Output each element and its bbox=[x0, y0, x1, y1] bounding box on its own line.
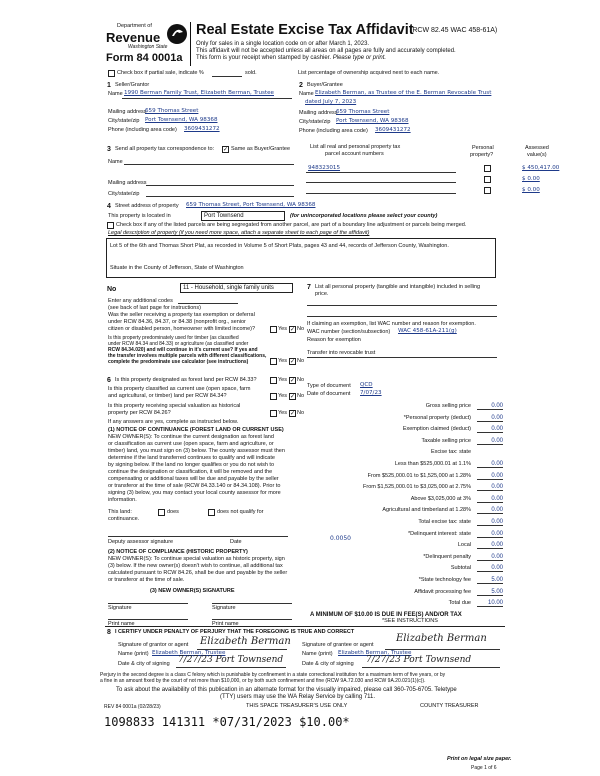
tax-row bbox=[310, 425, 503, 436]
tax-row-value[interactable]: 10.00 bbox=[477, 600, 503, 607]
no-label: No bbox=[297, 377, 305, 383]
wac-label: WAC number (section/subsection) bbox=[307, 329, 391, 335]
same-as-buyer-checkbox[interactable]: ✓ bbox=[223, 147, 229, 153]
tax-row bbox=[310, 437, 503, 448]
tax-row-value[interactable]: 0.00 bbox=[477, 426, 503, 433]
yes-label: Yes bbox=[278, 358, 287, 364]
segregated-label: Check box if any of the listed parcels are being segregated from another parcel, are part of a boundary line adjustment or parcels being merged. bbox=[116, 222, 467, 228]
tax-row-value[interactable]: 0.00 bbox=[477, 542, 503, 549]
tax-row-value[interactable]: 0.00 bbox=[477, 507, 503, 514]
timber-q-line-2: under RCW 84.34 and 84.33) or agriculture (as classified under bbox=[108, 341, 249, 347]
land-does-not-checkbox[interactable] bbox=[208, 509, 215, 516]
grantee-name-label: Name (print) bbox=[302, 651, 333, 657]
tax-row-label: Taxable selling price bbox=[421, 437, 471, 444]
parcel-heading-2: parcel account numbers bbox=[325, 151, 384, 157]
assessed-value[interactable]: $ 450,417.00 bbox=[522, 165, 560, 171]
tax-row-value[interactable]: 0.00 bbox=[477, 473, 503, 480]
grantee-date-city[interactable]: 7/27/23 Port Townsend bbox=[366, 655, 472, 665]
historic-q-line-2: property per RCW 84.26? bbox=[108, 410, 171, 416]
county-treasurer-label: COUNTY TREASURER bbox=[420, 703, 479, 709]
new-owner-signature-heading: (3) NEW OWNER(S) SIGNATURE bbox=[150, 588, 235, 594]
certification-statement: I CERTIFY UNDER PENALTY OF PERJURY THAT THE FOREGOING IS TRUE AND CORRECT bbox=[115, 629, 355, 635]
does-not-label: does not qualify for bbox=[217, 509, 264, 515]
personal-heading-2: property? bbox=[470, 152, 494, 158]
personal-property-label: List all personal property (tangible and intangible) included in selling bbox=[315, 284, 481, 290]
tax-row-label: Local bbox=[457, 542, 471, 549]
section-3-city-label: City/state/zip bbox=[108, 191, 140, 197]
buyer-mail-value[interactable]: 659 Thomas Street bbox=[336, 109, 390, 115]
header-divider bbox=[190, 22, 191, 66]
current-use-q-line-2: and agricultural, or timber) land per RCW 84.34? bbox=[108, 393, 227, 399]
tax-row bbox=[310, 541, 503, 552]
tax-row-value[interactable]: 0.00 bbox=[477, 554, 503, 561]
q2-yes-checkbox[interactable] bbox=[270, 358, 277, 365]
tax-row-label: *Personal property (deduct) bbox=[403, 414, 471, 421]
owner-signature-line-2[interactable] bbox=[212, 603, 292, 604]
seller-phone-label: Phone (including area code) bbox=[108, 127, 177, 133]
street-address-label: Street address of property bbox=[115, 203, 179, 209]
buyer-section-number: 2 bbox=[299, 82, 303, 89]
correspondence-label: Send all property tax correspondence to: bbox=[115, 146, 215, 152]
reason-value[interactable]: Transfer into revocable trust bbox=[307, 350, 376, 356]
property-use-select[interactable]: 11 - Household, single family units bbox=[180, 283, 293, 293]
section-3-number: 3 bbox=[107, 146, 111, 153]
seller-mail-label: Mailing address bbox=[108, 109, 147, 115]
list-percentage-note: List percentage of ownership acquired next to each name. bbox=[298, 70, 440, 76]
tax-row-value[interactable]: 0.00 bbox=[477, 403, 503, 410]
timber-q-line-4: the transfer involves multiple parcels with different classifications, bbox=[108, 353, 267, 359]
tax-row bbox=[310, 448, 503, 459]
grantee-date-label: Date & city of signing bbox=[302, 661, 354, 667]
same-as-buyer-label: Same as Buyer/Grantee bbox=[231, 146, 291, 152]
notice-continuance-heading: (1) NOTICE OF CONTINUANCE (FOREST LAND OR CURRENT USE) bbox=[108, 427, 284, 433]
revision-number: REV 84 0001a (02/28/23) bbox=[104, 704, 161, 710]
timber-q-line-3: RCW 84.34.020) and will continue in it's current use? If yes and bbox=[108, 347, 258, 353]
dept-line: Department of bbox=[117, 23, 152, 29]
forest-no-checkbox[interactable]: ✓ bbox=[290, 378, 296, 384]
buyer-mail-label: Mailing address bbox=[299, 110, 338, 116]
tax-row-label: Exemption claimed (deduct) bbox=[402, 426, 471, 433]
parcel-line[interactable] bbox=[306, 182, 456, 183]
document-type-value[interactable]: QCD bbox=[360, 382, 373, 388]
buyer-name-value[interactable]: Elizabeth Berman, as Trustee of the E. Berman Revocable Trust bbox=[315, 90, 492, 96]
tax-row bbox=[310, 495, 503, 506]
tax-row-label: From $525,000.01 to $1,525,000 at 1.28% bbox=[367, 472, 471, 479]
legal-paper-note: Print on legal size paper. bbox=[447, 756, 512, 762]
no-label: No bbox=[297, 326, 305, 332]
grantor-name-label: Name (print) bbox=[118, 651, 149, 657]
notice-compliance-heading: (2) NOTICE OF COMPLIANCE (HISTORIC PROPERTY) bbox=[108, 549, 248, 555]
timber-q-line-1: Is this property predominately used for timber (as classified bbox=[108, 335, 239, 341]
section-8-divider bbox=[105, 626, 505, 627]
page-number: Page 1 of 6 bbox=[471, 765, 497, 771]
parcel-heading: List all real and personal property tax bbox=[310, 144, 401, 150]
tax-row-value[interactable]: 0.00 bbox=[477, 519, 503, 526]
seller-name-value[interactable]: 1990 Berman Family Trust, Elizabeth Berman, Trustee bbox=[124, 90, 274, 96]
yes-label: Yes bbox=[278, 326, 287, 332]
buyer-city-value[interactable]: Port Townsend, WA 98368 bbox=[336, 118, 409, 124]
owner-signature-line-1[interactable] bbox=[108, 603, 188, 604]
this-land-label: This land: bbox=[108, 509, 132, 515]
rcw-reference: (RCW 82.45 WAC 458-61A) bbox=[410, 27, 498, 34]
tax-row-value[interactable]: 0.00 bbox=[477, 484, 503, 491]
deputy-date-label: Date bbox=[230, 539, 242, 545]
tax-calculation-table bbox=[310, 402, 503, 614]
dor-emblem-icon bbox=[165, 22, 189, 46]
tax-row-label: Excise tax: state bbox=[430, 449, 471, 456]
tax-row-label: *State technology fee bbox=[418, 577, 471, 583]
signature-label: Signature bbox=[212, 605, 236, 611]
tax-row-label: Total excise tax: state bbox=[418, 519, 471, 525]
tax-row-label: *Delinquent interest: state bbox=[408, 530, 471, 537]
print-name-label: Print name bbox=[212, 621, 239, 627]
tax-row bbox=[310, 576, 503, 587]
form-number: Form 84 0001a bbox=[106, 52, 183, 64]
yes-label: Yes bbox=[278, 393, 287, 399]
tax-row bbox=[310, 518, 503, 529]
yes-label: Yes bbox=[278, 377, 287, 383]
tax-row-value[interactable]: 0.00 bbox=[477, 461, 503, 468]
tax-row bbox=[310, 506, 503, 517]
legal-description-box[interactable] bbox=[106, 238, 496, 278]
perjury-note-2: a fine in an amount fixed by the court of not more than $10,000, or by both such confinement and fine (RCW 9A.72.030 and RCW 9A.20.021(1)(c)). bbox=[100, 678, 426, 684]
located-note: (for unincorporated locations please select your county) bbox=[290, 213, 438, 219]
buyer-name-label: Name bbox=[299, 91, 314, 97]
no-label: No bbox=[297, 410, 305, 416]
tax-row-label: Gross selling price bbox=[425, 403, 471, 409]
no-label: No bbox=[297, 358, 305, 364]
header-note-2: This affidavit will not be accepted unless all areas on all pages are fully and accurately completed. bbox=[196, 48, 456, 54]
dept-name: Revenue bbox=[106, 30, 161, 45]
seller-phone-value[interactable]: 3609431272 bbox=[184, 126, 220, 132]
grantor-signature-label: Signature of grantor or agent bbox=[118, 642, 189, 648]
yes-label: Yes bbox=[278, 410, 287, 416]
tax-row bbox=[310, 414, 503, 425]
treasurer-use-only: THIS SPACE TREASURER'S USE ONLY bbox=[246, 703, 348, 709]
historic-no-checkbox[interactable]: ✓ bbox=[290, 411, 296, 417]
reason-line bbox=[307, 357, 497, 358]
current-use-q-line-1: Is this property classified as current use (open space, farm bbox=[108, 386, 251, 392]
header-note-3: This form is your receipt when stamped by cashier. Please type or print. bbox=[196, 55, 387, 61]
see-instructions-note: *SEE INSTRUCTIONS bbox=[382, 618, 438, 624]
parcel-line bbox=[306, 172, 456, 173]
seller-name-line bbox=[122, 98, 292, 99]
local-rate-value[interactable]: 0.0050 bbox=[330, 535, 351, 542]
section-3-name-line[interactable] bbox=[124, 164, 294, 165]
tax-row-label: Agricultural and timberland at 1.28% bbox=[382, 507, 471, 514]
grantor-date-city[interactable]: 7/27/23 Port Townsend bbox=[178, 655, 284, 665]
forest-land-question: Is this property designated as forest land per RCW 84.33? bbox=[115, 377, 257, 383]
tax-row-value[interactable]: 0.00 bbox=[477, 415, 503, 422]
tax-row-label: *Delinquent penalty bbox=[423, 553, 471, 560]
grantee-date-line bbox=[362, 667, 500, 668]
treasurer-stamp: 1098833 141311 *07/31/2023 $10.00* bbox=[104, 715, 350, 729]
personal-property-checkbox[interactable] bbox=[484, 165, 491, 172]
section-6-number: 6 bbox=[107, 377, 111, 384]
perjury-note-1: Perjury in the second degree is a class C felony which is punishable by confinement in a state correctional institution for a maximum term of five years, or by bbox=[100, 672, 446, 678]
alternate-format-note-2: (TTY) users may use the WA Relay Service by calling 711. bbox=[220, 694, 376, 700]
buyer-phone-value[interactable]: 3609431272 bbox=[375, 127, 411, 133]
location-select[interactable]: Port Townsend bbox=[201, 211, 285, 221]
section-5-number: No bbox=[107, 286, 117, 293]
seller-section-number: 1 bbox=[107, 82, 111, 89]
document-date-value[interactable]: 7/07/23 bbox=[360, 390, 382, 396]
section-3-name-label: Name bbox=[108, 159, 123, 165]
partial-sale-label: Check box if partial sale, indicate % bbox=[117, 70, 204, 76]
minimum-due-note: A MINIMUM OF $10.00 IS DUE IN FEE(S) AND/OR TAX bbox=[310, 612, 462, 618]
wac-value[interactable]: WAC 458-61A-211(g) bbox=[398, 328, 457, 334]
buyer-city-label: City/state/zip bbox=[299, 119, 331, 125]
parcel-line[interactable] bbox=[306, 193, 456, 194]
grantee-name-value[interactable]: Elizabeth Berman, Trustee bbox=[338, 650, 412, 656]
seller-city-value[interactable]: Port Townsend, WA 98368 bbox=[145, 117, 218, 123]
owner-print-line-1[interactable] bbox=[108, 619, 188, 620]
assessed-heading-2: value(s) bbox=[527, 152, 547, 158]
tax-row bbox=[310, 553, 503, 564]
historic-yes-checkbox[interactable] bbox=[270, 410, 277, 417]
owner-print-line-2[interactable] bbox=[212, 619, 292, 620]
current-use-yes-checkbox[interactable] bbox=[270, 393, 277, 400]
exemption-q1-line-1: Was the seller receiving a property tax exemption or deferral bbox=[108, 312, 255, 318]
q2-no-checkbox[interactable]: ✓ bbox=[290, 359, 296, 365]
section-4-number: 4 bbox=[107, 203, 111, 210]
q1-yes-checkbox[interactable] bbox=[270, 326, 277, 333]
if-any-yes-note: If any answers are yes, complete as instructed below. bbox=[108, 419, 239, 425]
seller-city-label: City/state/zip bbox=[108, 118, 140, 124]
tax-row-label: Less than $525,000.01 at 1.1% bbox=[394, 461, 471, 467]
signature-label: Signature bbox=[108, 605, 132, 611]
sold-label: sold. bbox=[245, 70, 257, 76]
tax-row-label: From $1,525,000.01 to $3,025,000 at 2.75% bbox=[363, 484, 471, 491]
historic-q-line-1: Is this property receiving special valuation as historical bbox=[108, 403, 241, 409]
deputy-signature-line[interactable] bbox=[108, 536, 288, 537]
tax-row bbox=[310, 588, 503, 599]
state-line: Washington State bbox=[128, 44, 168, 50]
print-name-label: Print name bbox=[108, 621, 135, 627]
tax-row bbox=[310, 483, 503, 494]
located-label: This property is located in bbox=[108, 213, 171, 219]
timber-q-line-5: complete the predominate use calculator (see instructions) bbox=[108, 359, 249, 365]
assessed-heading: Assessed bbox=[525, 145, 549, 151]
tax-row bbox=[310, 599, 503, 610]
tax-row bbox=[310, 402, 503, 413]
assessed-value[interactable]: $ 0.00 bbox=[522, 176, 540, 182]
personal-property-line[interactable] bbox=[307, 305, 497, 306]
tax-row-value[interactable]: 0.00 bbox=[477, 565, 503, 572]
tax-row-label: Affidavit processing fee bbox=[414, 588, 471, 595]
section-3-city-line[interactable] bbox=[146, 196, 294, 197]
tax-row-value[interactable]: 0.00 bbox=[477, 531, 503, 538]
buyer-name-value-2[interactable]: dated July 7, 2023 bbox=[305, 99, 357, 105]
additional-codes-field[interactable] bbox=[178, 303, 238, 304]
seller-mail-value[interactable]: 659 Thomas Street bbox=[145, 108, 199, 114]
grantor-date-label: Date & city of signing bbox=[118, 661, 170, 667]
alternate-format-note-1: To ask about the availability of this publication in an alternate format for the visually impaired, please call 360-705-6705. Teletype bbox=[116, 687, 457, 693]
personal-property-line[interactable] bbox=[307, 316, 497, 317]
legal-description-label: Legal description of property (if you need more space, attach a separate sheet to each page of the affidavit) bbox=[108, 230, 370, 236]
continuance-label: continuance. bbox=[108, 516, 140, 522]
tax-row-value[interactable]: 5.00 bbox=[477, 577, 503, 584]
no-label: No bbox=[297, 393, 305, 399]
buyer-phone-label: Phone (including area code) bbox=[299, 128, 368, 134]
see-list-note: (see back of last page for instructions) bbox=[108, 305, 201, 311]
grantee-signature-label: Signature of grantee or agent bbox=[302, 642, 374, 648]
personal-property-label-2: price. bbox=[315, 291, 329, 297]
reason-label: Reason for exemption bbox=[307, 337, 361, 343]
grantor-name-value[interactable]: Elizabeth Berman, Trustee bbox=[152, 650, 226, 656]
grantee-signature[interactable]: Elizabeth Berman bbox=[396, 633, 487, 644]
seller-name-label: Name bbox=[108, 91, 123, 97]
q1-no-checkbox[interactable]: ✓ bbox=[290, 327, 296, 333]
tax-row-label: Above $3,025,000 at 3% bbox=[410, 495, 471, 502]
forest-yes-checkbox[interactable] bbox=[270, 377, 277, 384]
tax-row-value[interactable]: 0.00 bbox=[477, 496, 503, 503]
grantor-signature[interactable]: Elizabeth Berman bbox=[200, 636, 291, 647]
section-3-mail-label: Mailing address bbox=[108, 180, 147, 186]
partial-pct-field[interactable] bbox=[212, 72, 242, 77]
section-8-number: 8 bbox=[107, 629, 111, 636]
section-7-number: 7 bbox=[307, 284, 311, 291]
seller-heading: Seller/Grantor bbox=[115, 82, 150, 88]
deputy-signature-label: Deputy assessor signature bbox=[108, 539, 174, 545]
document-type-label: Type of document bbox=[307, 383, 351, 389]
document-date-label: Date of document bbox=[307, 391, 351, 397]
tax-row-label: Total due bbox=[448, 600, 471, 607]
legal-description-line-2: Situate in the County of Jefferson, State of Washington bbox=[110, 265, 244, 271]
header-note-1: Only for sales in a single location code on or after March 1, 2023. bbox=[196, 41, 370, 47]
grantor-date-line bbox=[176, 667, 286, 668]
section-3-mail-line[interactable] bbox=[146, 185, 294, 186]
tax-row-value[interactable]: 5.00 bbox=[477, 589, 503, 596]
partial-sale-checkbox[interactable] bbox=[108, 70, 115, 77]
land-does-checkbox[interactable] bbox=[158, 509, 165, 516]
page-title: Real Estate Excise Tax Affidavit bbox=[196, 22, 414, 38]
tax-row-label: Subtotal bbox=[450, 565, 471, 572]
exemption-note: If claiming an exemption, list WAC number and reason for exemption. bbox=[307, 321, 476, 327]
current-use-no-checkbox[interactable]: ✓ bbox=[290, 394, 296, 400]
exemption-q1-line-2: under RCW 84.36, 84.37, or 84.38 (nonprofit org., senior bbox=[108, 319, 246, 325]
legal-description-line-1: Lot 5 of the 6th and Thomas Short Plat, as recorded in Volume 5 of Short Plats, pages 43 and 44, records of Jefferson County, Washington. bbox=[110, 243, 449, 249]
tax-row bbox=[310, 472, 503, 483]
buyer-heading: Buyer/Grantee bbox=[307, 82, 343, 88]
personal-heading: Personal bbox=[472, 145, 494, 151]
does-label: does bbox=[167, 509, 179, 515]
personal-property-checkbox[interactable] bbox=[484, 176, 491, 183]
assessed-value[interactable]: $ 0.00 bbox=[522, 187, 540, 193]
personal-property-checkbox[interactable] bbox=[484, 187, 491, 194]
exemption-q1-line-3: citizen or disabled person, homeowner with limited income)? bbox=[108, 326, 256, 332]
segregated-checkbox[interactable] bbox=[107, 222, 114, 229]
additional-codes-label: Enter any additional codes bbox=[108, 298, 173, 304]
street-address-value[interactable]: 659 Thomas Street, Port Townsend, WA 98368 bbox=[186, 202, 316, 208]
tax-row bbox=[310, 460, 503, 471]
tax-row-value[interactable]: 0.00 bbox=[477, 438, 503, 445]
tax-row bbox=[310, 564, 503, 575]
parcel-number[interactable]: 948323015 bbox=[308, 165, 341, 171]
